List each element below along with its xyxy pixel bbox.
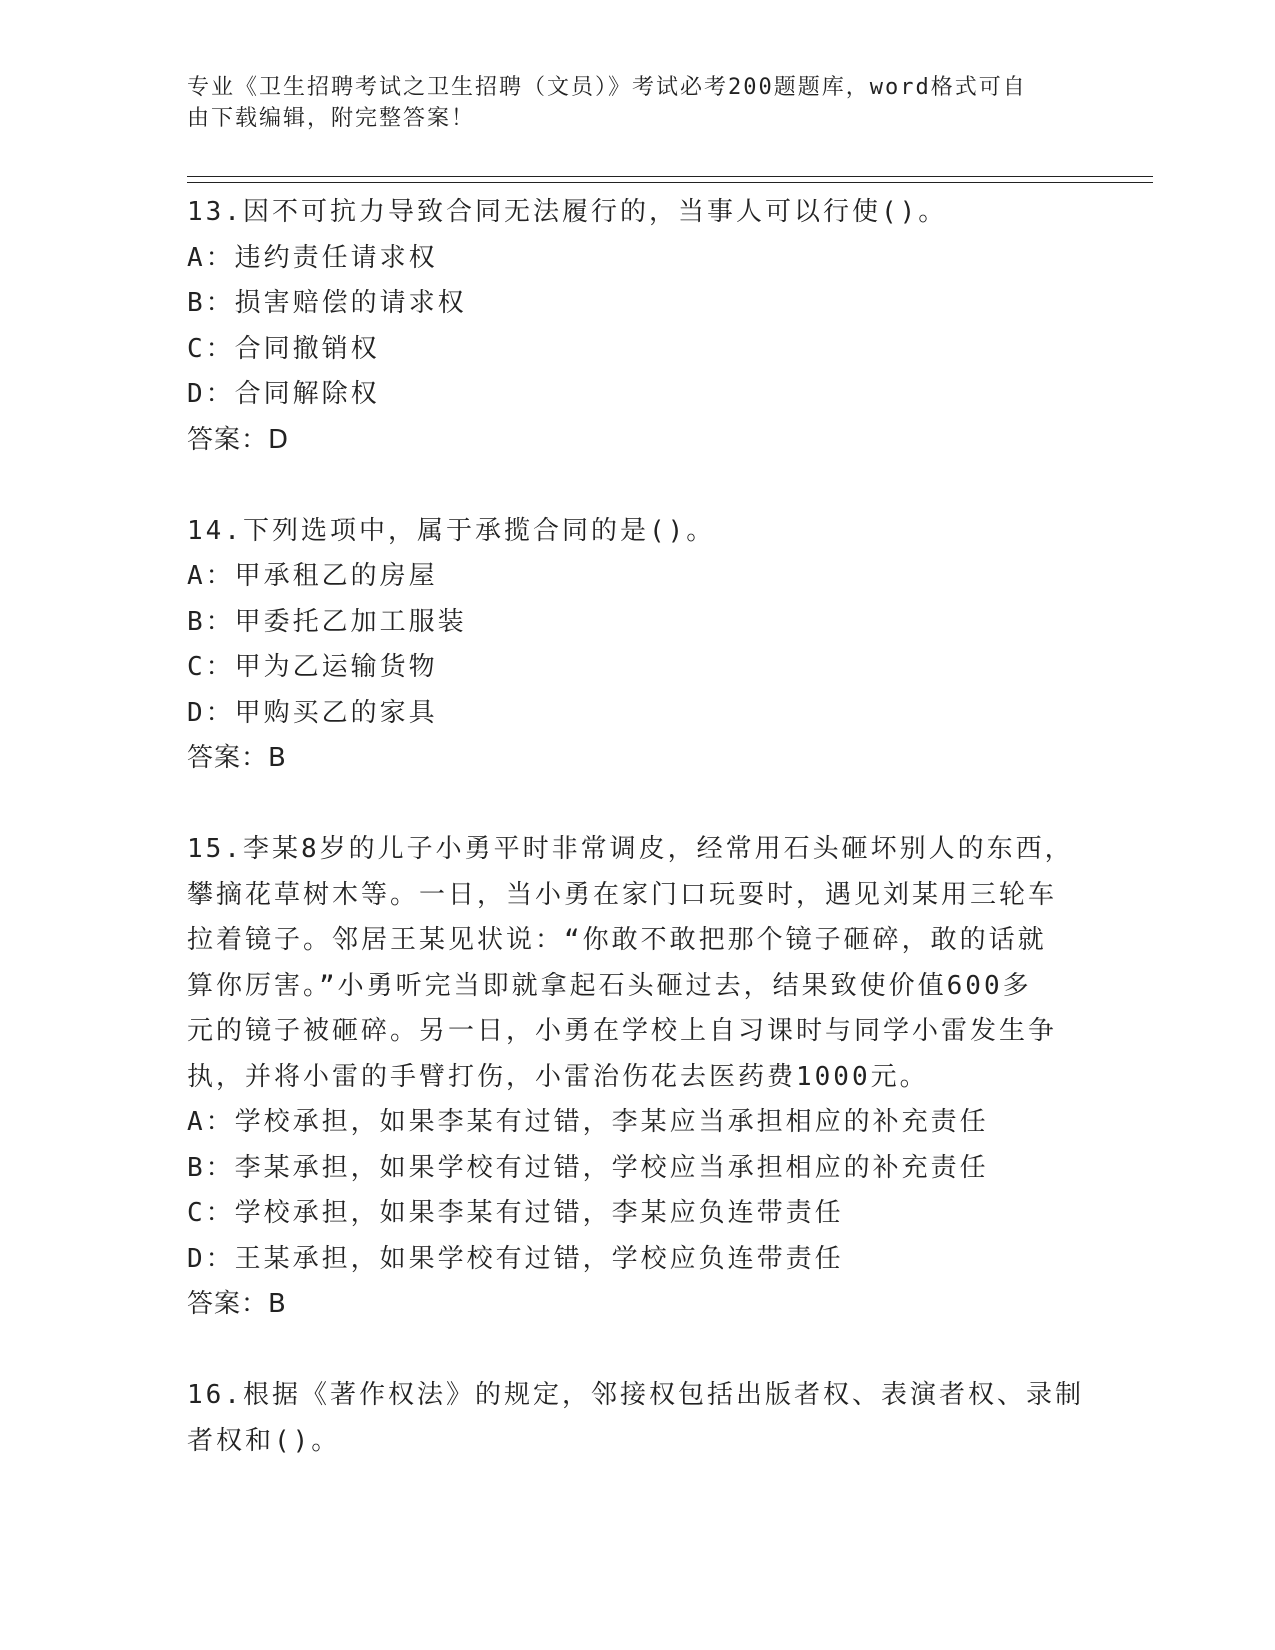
option-c: C：甲为乙运输货物 xyxy=(187,652,438,682)
answer-line: 答案：B xyxy=(187,1289,287,1319)
question-spacer xyxy=(187,782,1087,828)
question-spacer xyxy=(187,463,1087,509)
question-stem-line: 算你厉害。”小勇听完当即就拿起石头砸过去，结果致使价值600多 xyxy=(187,970,1032,1001)
question-stem-line: 元的镜子被砸碎。另一日，小勇在学校上自习课时与同学小雷发生争 xyxy=(187,1016,1058,1046)
option-d: D：王某承担，如果学校有过错，学校应负连带责任 xyxy=(187,1243,844,1274)
option-b: B：李某承担，如果学校有过错，学校应当承担相应的补充责任 xyxy=(187,1152,989,1183)
answer-line: 答案：B xyxy=(187,743,287,773)
option-a: A：学校承担，如果李某有过错，李某应当承担相应的补充责任 xyxy=(187,1107,989,1137)
question-stem-line: 15.李某8岁的儿子小勇平时非常调皮，经常用石头砸坏别人的东西， xyxy=(187,834,1074,864)
question-15 xyxy=(187,827,1087,1328)
option-d: D：甲购买乙的家具 xyxy=(187,697,438,728)
option-c: C：合同撤销权 xyxy=(187,333,380,364)
question-14 xyxy=(187,509,1087,782)
question-spacer xyxy=(187,1328,1087,1374)
question-stem-line: 16.根据《著作权法》的规定，邻接权包括出版者权、表演者权、录制 xyxy=(187,1380,1084,1410)
header-line-2: 由下载编辑，附完整答案！ xyxy=(187,106,476,131)
option-d: D：合同解除权 xyxy=(187,379,380,409)
option-c: C：学校承担，如果李某有过错，李某应负连带责任 xyxy=(187,1198,844,1228)
answer-line: 答案：D xyxy=(187,424,290,455)
question-stem-line: 执，并将小雷的手臂打伤，小雷治伤花去医药费1000元。 xyxy=(187,1061,929,1092)
question-stem-line: 者权和()。 xyxy=(187,1425,341,1456)
question-stem-line: 拉着镜子。邻居王某见状说：“你敢不敢把那个镜子砸碎，敢的话就 xyxy=(187,925,1047,955)
question-13 xyxy=(187,190,1087,463)
question-list xyxy=(187,190,1087,1464)
header-rule-bottom xyxy=(187,182,1153,183)
option-a: A：甲承租乙的房屋 xyxy=(187,561,438,591)
option-a: A：违约责任请求权 xyxy=(187,242,438,273)
header-line-1: 专业《卫生招聘考试之卫生招聘（文员）》考试必考200题题库，word格式可自 xyxy=(187,75,1027,100)
option-b: B：损害赔偿的请求权 xyxy=(187,288,467,318)
question-16 xyxy=(187,1373,1087,1464)
option-b: B：甲委托乙加工服装 xyxy=(187,606,467,637)
question-stem-line: 13.因不可抗力导致合同无法履行的，当事人可以行使()。 xyxy=(187,197,948,227)
document-header xyxy=(187,72,1067,134)
header-rule-top xyxy=(187,176,1153,177)
question-stem-line: 14.下列选项中，属于承揽合同的是()。 xyxy=(187,515,716,546)
question-stem-line: 攀摘花草树木等。一日，当小勇在家门口玩耍时，遇见刘某用三轮车 xyxy=(187,879,1058,910)
